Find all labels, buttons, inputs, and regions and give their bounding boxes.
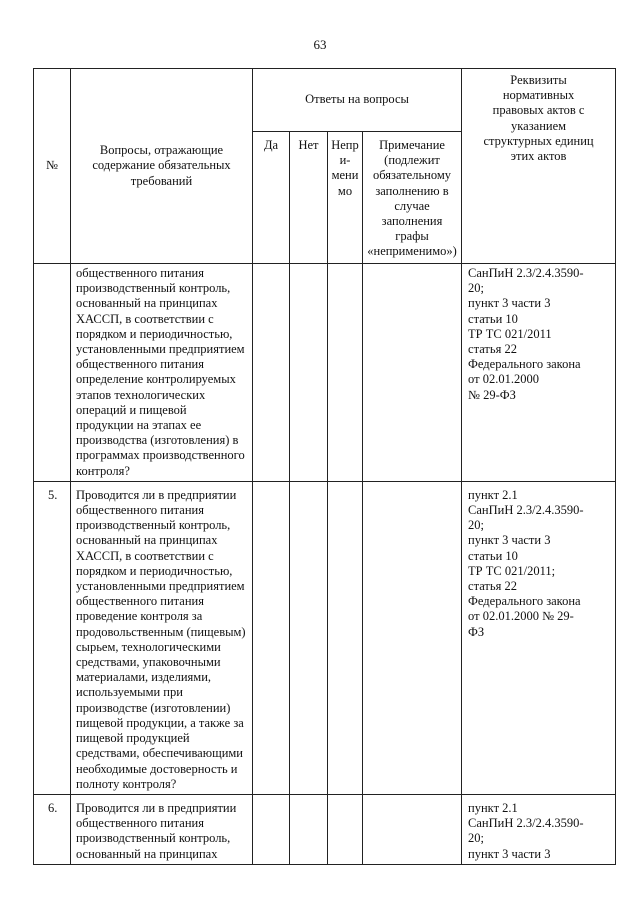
row-question: Проводится ли в предприятии общественного питания производственный контроль, основанный на принципах ХАССП, в соответствии с порядком и периодичностью, установленными предприятием общественного питания проведение контроля за продовольственным (пищевым) сырьем, технологическими средствами, упаковочными материалами, изделиями, используемыми при производстве (изготовлении) пищевой продукции, а также за пищевой продукцией средствами, обеспечивающими необходимые достоверность и полноту контроля? xyxy=(71,481,253,794)
header-yes: Да xyxy=(253,132,290,264)
header-answers-group: Ответы на вопросы xyxy=(253,69,462,132)
table-row xyxy=(34,264,616,482)
note-cell[interactable] xyxy=(363,264,462,482)
row-number: 5. xyxy=(34,481,71,794)
row-reference: СанПиН 2.3/2.4.3590- 20; пункт 3 части 3 статьи 10 ТР ТС 021/2011 статья 22 Федерального закона от 02.01.2000 № 29-ФЗ xyxy=(462,264,616,482)
header-questions: Вопросы, отражающие содержание обязательных требований xyxy=(71,69,253,264)
header-no: Нет xyxy=(290,132,328,264)
requirements-table xyxy=(33,68,616,865)
header-note: Примечание (подлежит обязательному заполнению в случае заполнения графы «неприменимо») xyxy=(363,132,462,264)
answer-yes-cell[interactable] xyxy=(253,794,290,864)
answer-no-cell[interactable] xyxy=(290,481,328,794)
row-number: 6. xyxy=(34,794,71,864)
answer-not-applicable-cell[interactable] xyxy=(328,264,363,482)
row-question: общественного питания производственный контроль, основанный на принципах ХАССП, в соответствии с порядком и периодичностью, установленными предприятием общественного питания определение контролируемых этапов технологических операций и пищевой продукции на этапах ее производства (изготовления) в программах производственного контроля? xyxy=(71,264,253,482)
row-reference: пункт 2.1 СанПиН 2.3/2.4.3590- 20; пункт 3 части 3 xyxy=(462,794,616,864)
answer-no-cell[interactable] xyxy=(290,794,328,864)
answer-not-applicable-cell[interactable] xyxy=(328,794,363,864)
answer-yes-cell[interactable] xyxy=(253,264,290,482)
page-number: 63 xyxy=(313,37,327,52)
answer-no-cell[interactable] xyxy=(290,264,328,482)
header-requisites: Реквизиты нормативных правовых актов с указанием структурных единиц этих актов xyxy=(462,69,616,264)
header-num: № xyxy=(34,69,71,264)
row-reference: пункт 2.1 СанПиН 2.3/2.4.3590- 20; пункт 3 части 3 статьи 10 ТР ТС 021/2011; статья 22 Федерального закона от 02.01.2000 № 29- ФЗ xyxy=(462,481,616,794)
header-not-applicable: Непри- менимо xyxy=(328,132,363,264)
answer-yes-cell[interactable] xyxy=(253,481,290,794)
table-row xyxy=(34,481,616,794)
note-cell[interactable] xyxy=(363,481,462,794)
header-row-top xyxy=(34,69,616,132)
note-cell[interactable] xyxy=(363,794,462,864)
table-row xyxy=(34,794,616,864)
answer-not-applicable-cell[interactable] xyxy=(328,481,363,794)
row-question: Проводится ли в предприятии общественного питания производственный контроль, основанный на принципах xyxy=(71,794,253,864)
row-number xyxy=(34,264,71,482)
